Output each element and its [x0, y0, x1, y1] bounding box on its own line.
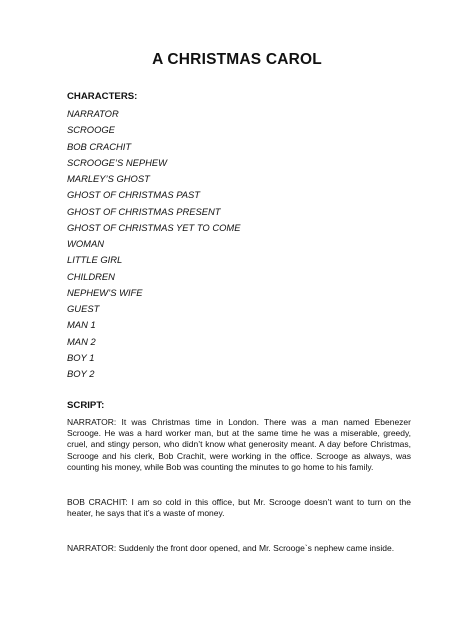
character-item: WOMAN: [67, 238, 104, 249]
character-item: NARRATOR: [67, 108, 119, 119]
character-item: GUEST: [67, 303, 100, 314]
character-item: SCROOGE’S NEPHEW: [67, 156, 168, 168]
character-item: GHOST OF CHRISTMAS YET TO COME: [67, 221, 241, 233]
character-item: MARLEY’S GHOST: [67, 173, 150, 184]
character-item: NEPHEW’S WIFE: [67, 286, 143, 298]
character-item: BOB CRACHIT: [67, 140, 132, 152]
character-item: MAN 2: [67, 335, 96, 347]
script-paragraph: NARRATOR: It was Christmas time in London. There was a man named Ebenezer Scrooge. He was a hard worker man, but at the same time he was a miserable, greedy, cruel, and stingy person, who didn’t know what generosity meant. A day before Christmas, Scrooge and his clerk, Bob Crachit, were working in the office. Scrooge as always, was counting his money, while Bob was counting the minutes to go home to his family.: [67, 417, 411, 472]
characters-heading: CHARACTERS:: [67, 91, 138, 102]
document-title: A CHRISTMAS CAROL: [152, 51, 322, 68]
character-item: BOY 1: [67, 351, 95, 363]
character-item: LITTLE GIRL: [67, 254, 123, 266]
character-item: GHOST OF CHRISTMAS PRESENT: [67, 205, 221, 217]
script-paragraph: BOB CRACHIT: I am so cold in this office, but Mr. Scrooge doesn’t want to turn on the heater, he says that it’s a waste of money.: [67, 497, 411, 519]
character-list: [67, 108, 240, 384]
script-paragraph: NARRATOR: Suddenly the front door opened, and Mr. Scrooge`s nephew came inside.: [67, 543, 395, 553]
character-item: SCROOGE: [67, 124, 115, 136]
script-heading: SCRIPT:: [67, 400, 105, 411]
character-item: GHOST OF CHRISTMAS PAST: [67, 189, 200, 201]
character-item: BOY 2: [67, 368, 95, 379]
character-item: CHILDREN: [67, 270, 115, 282]
character-item: MAN 1: [67, 319, 96, 331]
